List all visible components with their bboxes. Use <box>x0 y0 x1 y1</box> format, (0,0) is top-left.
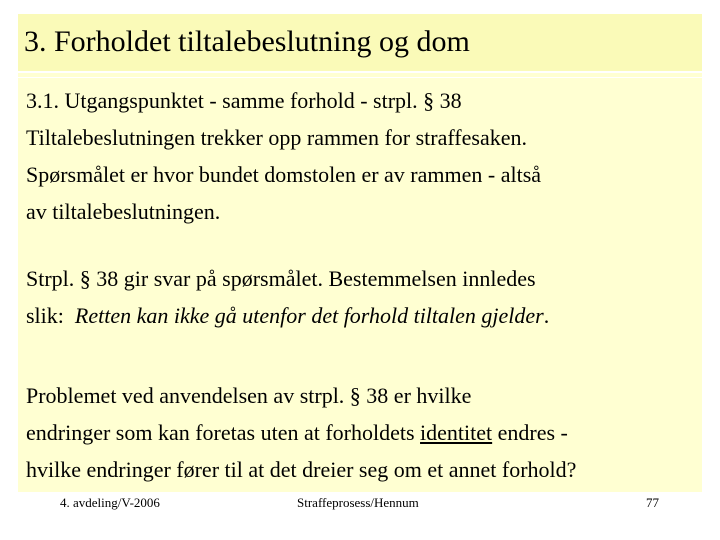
footer-page-number: 77 <box>646 495 659 510</box>
line-suffix: endres - <box>492 420 568 445</box>
footer-course: Straffeprosess/Hennum <box>297 495 419 510</box>
paragraph-starting-point <box>26 82 696 230</box>
paragraph-line: Strpl. § 38 gir svar på spørsmålet. Bestemmelsen innledes <box>26 266 536 291</box>
line-prefix: endringer som kan foretas uten at forholdets <box>26 420 421 445</box>
line-suffix: . <box>543 303 550 328</box>
footer-department: 4. avdeling/V-2006 <box>60 495 160 510</box>
paragraph-line <box>26 297 696 334</box>
line-prefix: slik: <box>26 303 75 328</box>
underlined-term: identitet <box>420 420 493 445</box>
title-separator <box>18 73 702 77</box>
paragraph-line <box>26 414 696 451</box>
paragraph-problem <box>26 377 696 488</box>
slide-title: 3. Forholdet tiltalebeslutning og dom <box>24 25 470 58</box>
paragraph-section-38 <box>26 260 696 334</box>
paragraph-line: Tiltalebeslutningen trekker opp rammen for straffesaken. <box>26 125 527 150</box>
paragraph-line: Problemet ved anvendelsen av strpl. § 38 er hvilke <box>26 383 472 408</box>
paragraph-line: hvilke endringer fører til at det dreier seg om et annet forhold? <box>26 457 577 482</box>
paragraph-line: av tiltalebeslutningen. <box>26 199 221 224</box>
quoted-rule: Retten kan ikke gå utenfor det forhold tiltalen gjelder <box>74 303 544 328</box>
paragraph-line: 3.1. Utgangspunktet - samme forhold - strpl. § 38 <box>26 88 462 113</box>
paragraph-line: Spørsmålet er hvor bundet domstolen er av rammen - altså <box>26 162 542 187</box>
